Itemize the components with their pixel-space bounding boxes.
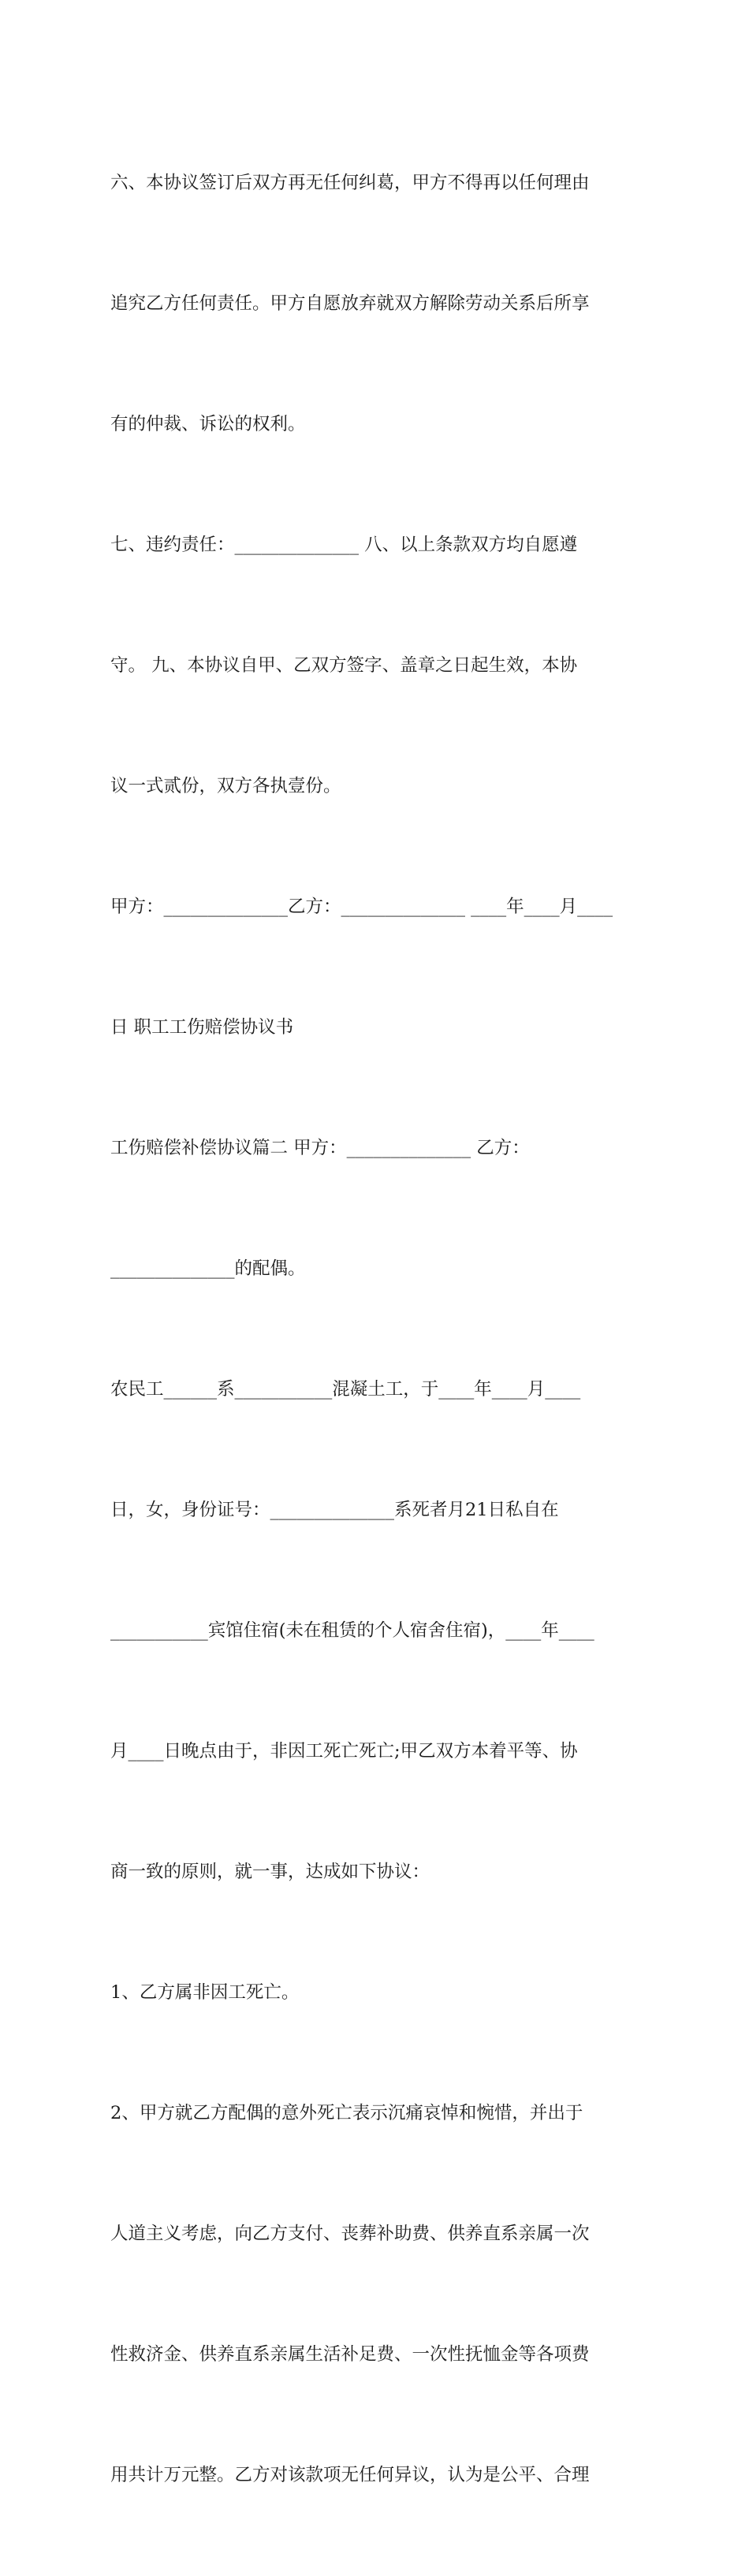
text-line: 性救济金、供养直系亲属生活补足费、一次性抚恤金等各项费 (110, 2344, 590, 2365)
text-line: 甲方：______________乙方：______________ ____年____月____ (110, 897, 613, 917)
text-line: ______________的配偶。 (110, 1258, 306, 1279)
text-line: 追究乙方任何责任。甲方自愿放弃就双方解除劳动关系后所享 (110, 293, 590, 314)
text-line: 六、本协议签订后双方再无任何纠葛，甲方不得再以任何理由 (110, 173, 590, 193)
text-line: 议一式贰份，双方各执壹份。 (110, 776, 341, 796)
document-body (110, 83, 647, 2576)
text-line: 日，女，身份证号：______________系死者月21日私自在 (110, 1500, 559, 1520)
text-line: 农民工______系___________混凝土工，于____年____月____ (110, 1379, 581, 1400)
text-line: 人道主义考虑，向乙方支付、丧葬补助费、供养直系亲属一次 (110, 2224, 590, 2244)
text-line: ___________宾馆住宿(未在租赁的个人宿舍住宿)，____年____ (110, 1620, 594, 1641)
text-line: 1、乙方属非因工死亡。 (110, 1982, 300, 2003)
text-line: 用共计万元整。乙方对该款项无任何异议，认为是公平、合理 (110, 2465, 590, 2485)
text-line: 2、甲方就乙方配偶的意外死亡表示沉痛哀悼和惋惜，并出于 (110, 2103, 583, 2123)
text-line: 有的仲裁、诉讼的权利。 (110, 414, 306, 434)
text-line: 月____日晚点由于，非因工死亡死亡;甲乙双方本着平等、协 (110, 1741, 578, 1761)
text-line: 日 职工工伤赔偿协议书 (110, 1017, 294, 1038)
text-line: 七、违约责任：______________ 八、以上条款双方均自愿遵 (110, 535, 578, 555)
text-line: 工伤赔偿补偿协议篇二 甲方：______________ 乙方： (110, 1138, 530, 1158)
text-line: 商一致的原则，就一事，达成如下协议： (110, 1862, 430, 1882)
text-line: 守。 九、本协议自甲、乙双方签字、盖章之日起生效，本协 (110, 655, 578, 676)
